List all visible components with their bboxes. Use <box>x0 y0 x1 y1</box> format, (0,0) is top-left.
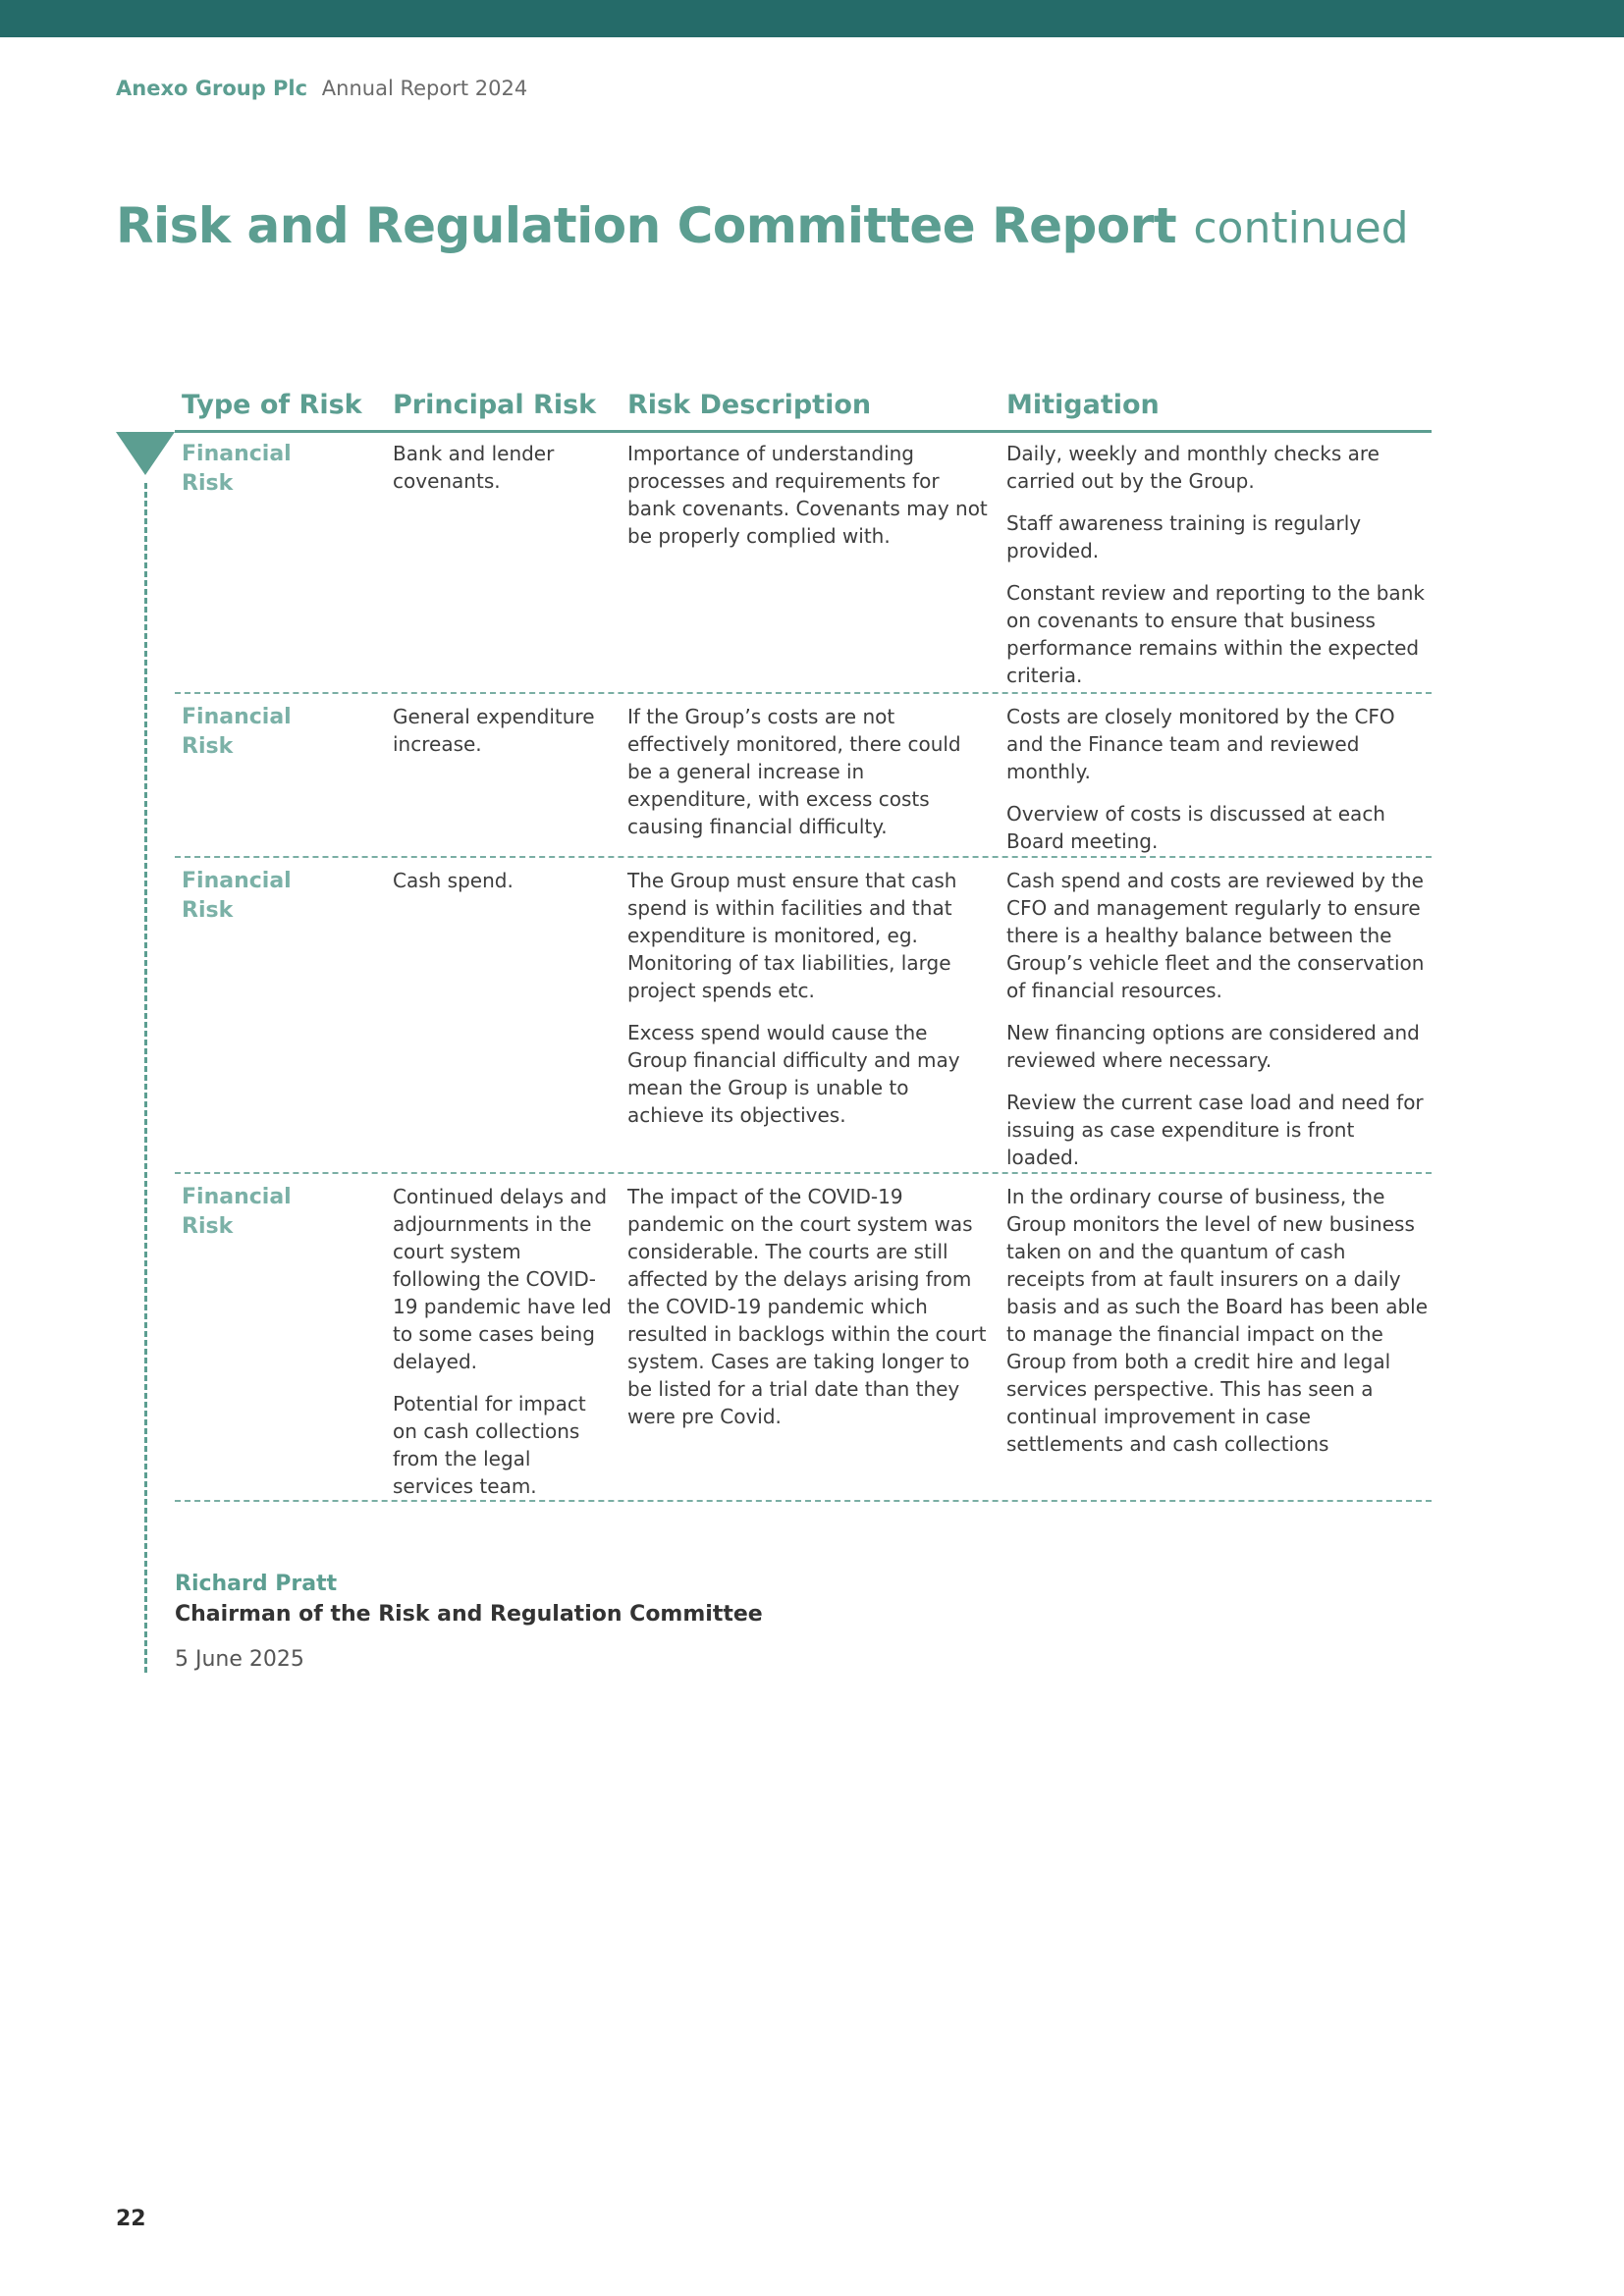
row-divider <box>175 1172 1432 1174</box>
table-row-principal <box>393 440 614 509</box>
cell-paragraph: Daily, weekly and monthly checks are carried out by the Group. <box>1006 442 1380 493</box>
table-row-principal <box>393 867 614 909</box>
cell-paragraph: In the ordinary course of business, the Group monitors the level of new business taken on and the quantum of cash receipts from at fault insurers on a daily basis and as such the Board has been able to manage the financial impact on the Group from both a credit hire and legal services perspective. This has seen a continual improvement in case settlements and cash collections <box>1006 1185 1429 1456</box>
row-divider <box>175 692 1432 694</box>
company-name: Anexo Group Plc <box>116 77 308 100</box>
type-label-line: Risk <box>182 471 234 496</box>
type-label-line: Risk <box>182 734 234 759</box>
table-row-description <box>627 440 991 564</box>
table-row-type <box>182 703 378 762</box>
running-header <box>116 77 527 100</box>
header-rule <box>175 430 1432 433</box>
table-row-description <box>627 703 991 855</box>
cell-paragraph: Constant review and reporting to the bank on covenants to ensure that business performance remains within the expected criteria. <box>1006 581 1425 687</box>
table-row-type <box>182 867 378 926</box>
cell-paragraph: New financing options are considered and reviewed where necessary. <box>1006 1021 1420 1072</box>
cell-paragraph: The impact of the COVID-19 pandemic on the court system was considerable. The courts are still affected by the delays arising from the COVID-19 pandemic which resulted in backlogs within the court system. Cases are taking longer to be listed for a trial date than they were pre Covid. <box>627 1185 987 1428</box>
column-header-principal: Principal Risk <box>393 390 597 420</box>
type-label-line: Financial <box>182 1185 292 1209</box>
cell-paragraph: Potential for impact on cash collections from the legal services team. <box>393 1392 586 1498</box>
table-row-mitigation <box>1006 440 1429 704</box>
row-divider <box>175 856 1432 858</box>
type-label-line: Risk <box>182 898 234 923</box>
signature-date: 5 June 2025 <box>175 1647 304 1672</box>
top-banner <box>0 0 1624 37</box>
table-row-description <box>627 1183 991 1445</box>
cell-paragraph: Bank and lender covenants. <box>393 442 555 493</box>
cell-paragraph: Costs are closely monitored by the CFO and the Finance team and reviewed monthly. <box>1006 705 1395 783</box>
cell-paragraph: Staff awareness training is regularly provided. <box>1006 511 1362 562</box>
report-name: Annual Report 2024 <box>321 77 528 100</box>
page-number: 22 <box>116 2207 146 2231</box>
cell-paragraph: The Group must ensure that cash spend is within facilities and that expenditure is monitored, eg. Monitoring of tax liabilities, large project spends etc. <box>627 869 957 1002</box>
signatory-title: Chairman of the Risk and Regulation Committee <box>175 1602 763 1627</box>
table-row-principal <box>393 703 614 773</box>
page-title-main: Risk and Regulation Committee Report <box>116 197 1177 254</box>
cell-paragraph: Overview of costs is discussed at each Board meeting. <box>1006 802 1385 853</box>
type-label-line: Financial <box>182 705 292 729</box>
table-row-mitigation <box>1006 867 1429 1186</box>
page-title <box>116 196 1409 255</box>
cell-paragraph: General expenditure increase. <box>393 705 595 756</box>
cell-paragraph: Excess spend would cause the Group financial difficulty and may mean the Group is unable to achieve its objectives. <box>627 1021 960 1127</box>
type-label-line: Financial <box>182 869 292 893</box>
table-row-type <box>182 440 378 499</box>
cell-paragraph: Continued delays and adjournments in the court system following the COVID-19 pandemic have led to some cases being delayed. <box>393 1185 612 1373</box>
column-header-mitigation: Mitigation <box>1006 390 1160 420</box>
cell-paragraph: Review the current case load and need for issuing as case expenditure is front loaded. <box>1006 1091 1424 1169</box>
cell-paragraph: Importance of understanding processes and requirements for bank covenants. Covenants may not be properly complied with. <box>627 442 988 548</box>
vertical-dashed-rule <box>144 483 147 1673</box>
cell-paragraph: Cash spend and costs are reviewed by the CFO and management regularly to ensure there is a healthy balance between the Group’s vehicle fleet and the conservation of financial resources. <box>1006 869 1425 1002</box>
cell-paragraph: If the Group’s costs are not effectively monitored, there could be a general increase in expenditure, with excess costs causing financial difficulty. <box>627 705 961 838</box>
cell-paragraph: Cash spend. <box>393 869 514 892</box>
type-label-line: Risk <box>182 1214 234 1239</box>
column-header-description: Risk Description <box>627 390 872 420</box>
table-row-type <box>182 1183 378 1242</box>
table-row-mitigation <box>1006 1183 1429 1472</box>
column-header-type: Type of Risk <box>182 390 362 420</box>
table-row-principal <box>393 1183 614 1515</box>
table-row-mitigation <box>1006 703 1429 870</box>
signatory-name: Richard Pratt <box>175 1572 338 1596</box>
type-label-line: Financial <box>182 442 292 466</box>
row-divider <box>175 1500 1432 1502</box>
triangle-marker-icon <box>116 432 175 475</box>
table-row-description <box>627 867 991 1144</box>
page-title-suffix: continued <box>1193 203 1409 253</box>
